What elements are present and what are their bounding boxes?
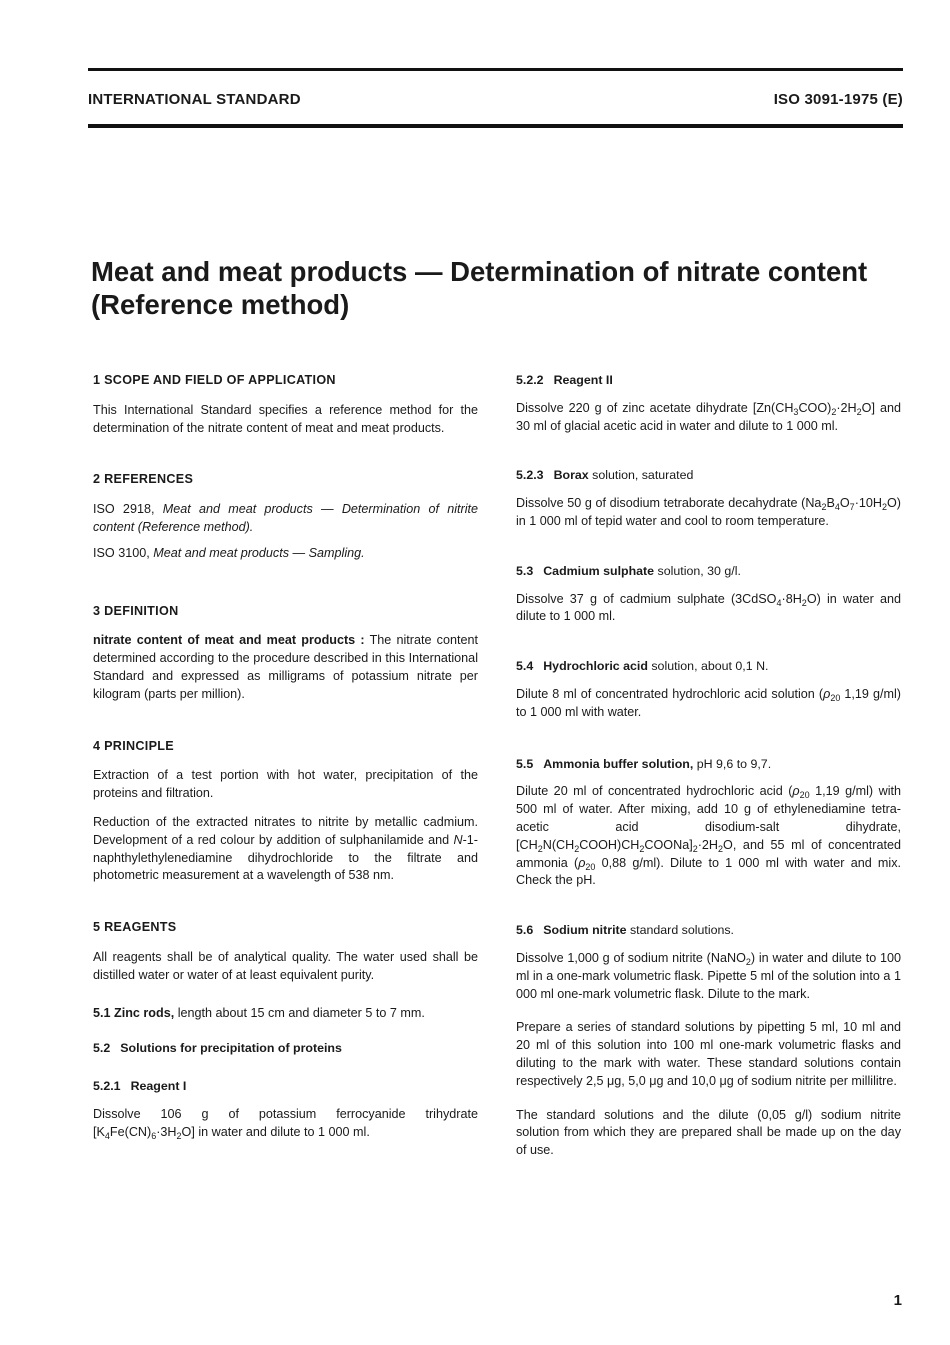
section-heading: 3 DEFINITION xyxy=(93,603,179,618)
section-references xyxy=(93,471,478,562)
text-run: ·8H xyxy=(781,591,802,606)
text-run: solution, about 0,1 N. xyxy=(651,659,769,674)
text-run: 0,88 g/ml). Dilute to 1 000 ml with water and mix. Check the pH. xyxy=(516,855,901,888)
header-rule-top xyxy=(88,68,903,71)
subsection-5-2-1 xyxy=(93,1078,478,1141)
subsection-name: Solutions for precipitation of proteins xyxy=(120,1041,342,1056)
paragraph xyxy=(516,950,901,1003)
text-run: length about 15 cm and diameter 5 to 7 mm. xyxy=(177,1005,425,1020)
text-run: COONa] xyxy=(644,837,693,852)
text-run: pH 9,6 to 9,7. xyxy=(696,756,772,771)
subscript: 2 xyxy=(881,502,887,513)
text-run: O xyxy=(839,496,850,511)
section-heading: 2 REFERENCES xyxy=(93,472,194,487)
text-run: COOH)CH xyxy=(579,837,640,852)
text-run: Dissolve 37 g of cadmium sulphate (3CdSO xyxy=(516,591,777,606)
text-run: B xyxy=(826,496,835,511)
subsection-number: 5.2.2 xyxy=(516,373,544,387)
subscript: 2 xyxy=(692,843,698,854)
subsection-number: 5.3 xyxy=(516,563,534,578)
subsection-name: Zinc rods, xyxy=(114,1005,175,1020)
subsection-name: Cadmium sulphate xyxy=(543,563,655,578)
subsection-heading xyxy=(93,1078,478,1096)
text-run: Dilute 20 ml of concentrated hydrochloric acid ( xyxy=(516,784,793,799)
subsection-5-1 xyxy=(93,1005,478,1023)
section-definition xyxy=(93,603,478,704)
subsection-number: 5.6 xyxy=(516,923,534,938)
paragraph: All reagents shall be of analytical quality. The water used shall be distilled water or water of at least equivalent purity. xyxy=(93,949,478,982)
reference-title: Meat and meat products — Sampling. xyxy=(153,545,365,560)
section-heading: 4 PRINCIPLE xyxy=(93,738,174,753)
subscript: 2 xyxy=(574,843,580,854)
subsection-5-4 xyxy=(516,658,901,721)
paragraph xyxy=(93,1106,478,1142)
paragraph: This International Standard specifies a reference method for the determination of the nitrate content of meat and meat products. xyxy=(93,402,478,435)
paragraph xyxy=(516,783,901,890)
subsection-heading xyxy=(516,563,901,581)
reference-item xyxy=(93,545,478,563)
subscript: 20 xyxy=(799,790,810,801)
subscript: 2 xyxy=(831,406,837,417)
defined-term: nitrate content of meat and meat products : xyxy=(93,633,365,648)
subsection-heading xyxy=(516,467,901,485)
title-line-2: (Reference method) xyxy=(91,289,350,320)
paragraph xyxy=(516,495,901,531)
text-run: Fe(CN) xyxy=(109,1124,152,1139)
subscript: 2 xyxy=(801,597,807,608)
page-number: 1 xyxy=(893,1292,902,1309)
text-run: O] in water and dilute to 1 000 ml. xyxy=(181,1124,370,1139)
text-run: Reduction of the extracted nitrates to nitrite by metallic cadmium. Development of a red colour by addition of sulphanilamide and xyxy=(93,814,478,847)
subsection-number: 5.1 xyxy=(93,1005,111,1020)
paragraph xyxy=(93,632,478,703)
section-heading: 5 REAGENTS xyxy=(93,920,177,935)
subsection-name: Ammonia buffer solution, xyxy=(543,756,694,771)
subsection-number: 5.2.1 xyxy=(93,1079,121,1094)
subscript: 2 xyxy=(639,843,645,854)
text-run: O) in water and dilute to 1 000 ml. xyxy=(516,591,901,624)
section-scope xyxy=(93,372,478,437)
subscript: 4 xyxy=(104,1130,110,1141)
subscript: 2 xyxy=(821,502,827,513)
paragraph xyxy=(93,814,478,885)
paragraph: The standard solutions and the dilute (0,05 g/l) sodium nitrite solution from which they are prepared shall be made up on the day of use. xyxy=(516,1107,901,1158)
subscript: 4 xyxy=(776,597,782,608)
left-column xyxy=(93,372,478,1150)
text-run-italic: N xyxy=(453,832,463,847)
subscript: 2 xyxy=(176,1130,182,1141)
definition-text: The nitrate content determined according to the procedure described in this International Standard and expressed as milligrams of potassium nitrate per kilogram (parts per million). xyxy=(93,633,478,701)
text-run: ·2H xyxy=(697,837,719,852)
subsection-number: 5.5 xyxy=(516,756,534,771)
text-run: ) in water and dilute to 100 ml in a one-mark volumetric flask. Pipette 5 ml of the solution into a 1 000 ml one-mark volumetric flask. Dilute to the mark. xyxy=(516,950,901,1001)
subscript: 2 xyxy=(718,843,724,854)
text-run: COO) xyxy=(798,400,832,415)
text-run: solution, 30 g/l. xyxy=(657,563,741,578)
text-run: Dissolve 220 g of zinc acetate dihydrate [Zn(CH xyxy=(516,400,794,415)
paragraph xyxy=(516,400,901,436)
subsection-heading xyxy=(516,756,901,774)
subscript: 20 xyxy=(830,692,841,703)
section-reagents xyxy=(93,919,478,984)
reference-number: ISO 3100, xyxy=(93,545,150,560)
paragraph xyxy=(93,1005,478,1023)
paragraph xyxy=(516,686,901,722)
text-run: ·2H xyxy=(836,400,857,415)
subsection-name: Borax xyxy=(553,468,589,483)
subscript: 2 xyxy=(856,406,862,417)
header-rule-bottom xyxy=(88,124,903,128)
text-run: ·3H xyxy=(156,1124,177,1139)
subsection-name: Hydrochloric acid xyxy=(543,659,648,674)
rho-symbol: ρ xyxy=(792,784,800,799)
subsection-5-5 xyxy=(516,756,901,891)
text-run: N(CH xyxy=(542,837,575,852)
subscript: 7 xyxy=(849,502,855,513)
text-run: O, and 55 ml of concentrated ammonia ( xyxy=(516,837,901,870)
text-run: -1-naphthylethylenediamine dihydrochloride to the filtrate and photometric measurement at a wavelength of 538 nm. xyxy=(93,832,479,883)
text-run: Dissolve 50 g of disodium tetraborate decahydrate (Na xyxy=(516,496,822,511)
document-title xyxy=(91,255,911,321)
reference-title: Meat and meat products — Determination of nitrite content (Reference method). xyxy=(93,502,478,534)
rho-symbol: ρ xyxy=(823,686,831,701)
right-column xyxy=(516,372,901,1168)
subsection-heading xyxy=(93,1040,478,1058)
subsection-name: Reagent II xyxy=(553,373,613,387)
subsection-heading xyxy=(516,922,901,940)
section-heading: 1 SCOPE AND FIELD OF APPLICATION xyxy=(93,373,336,387)
subscript: 2 xyxy=(745,956,751,967)
subsection-number: 5.2.3 xyxy=(516,468,544,483)
subsection-heading xyxy=(516,658,901,676)
text-run: O) in 1 000 ml of tepid water and cool to room temperature. xyxy=(516,496,901,528)
subsection-number: 5.4 xyxy=(516,659,534,674)
text-run: 1,19 g/ml) to 1 000 ml with water. xyxy=(516,686,901,719)
subscript: 3 xyxy=(793,406,799,417)
subsection-number: 5.2 xyxy=(93,1041,111,1056)
text-run: ·10H xyxy=(854,496,882,511)
subsection-5-3 xyxy=(516,563,901,626)
reference-item xyxy=(93,501,478,537)
text-run: Dilute 8 ml of concentrated hydrochloric acid solution ( xyxy=(516,686,824,701)
subscript: 6 xyxy=(151,1130,157,1141)
text-run: standard solutions. xyxy=(629,923,734,938)
subsection-5-6 xyxy=(516,922,901,1160)
text-run: solution, saturated xyxy=(592,468,694,483)
header-doc-number: ISO 3091-1975 (E) xyxy=(773,91,903,108)
title-line-1: Meat and meat products — Determination of nitrate content xyxy=(91,256,868,287)
paragraph: Extraction of a test portion with hot water, precipitation of the proteins and filtration. xyxy=(93,768,478,801)
subscript: 20 xyxy=(585,861,596,872)
paragraph xyxy=(516,591,901,627)
paragraph: Prepare a series of standard solutions by pipetting 5 ml, 10 ml and 20 ml of this solution into 100 ml one-mark volumetric flasks and diluting to the mark with water. These standard solutions contain respectively 2,5 μg, 5,0 μg and 10,0 μg of sodium nitrite per millilitre. xyxy=(516,1020,901,1088)
text-run: Dissolve 106 g of potassium ferrocyanide trihydrate [K xyxy=(93,1106,478,1139)
subsection-5-2-3 xyxy=(516,467,901,530)
text-run: O] and 30 ml of glacial acetic acid in water and dilute to 1 000 ml. xyxy=(516,400,901,433)
subsection-5-2-2 xyxy=(516,372,901,435)
subsection-heading xyxy=(516,372,901,390)
section-principle xyxy=(93,738,478,886)
subsection-name: Sodium nitrite xyxy=(543,923,627,938)
subscript: 2 xyxy=(537,843,543,854)
text-run: 1,19 g/ml) with 500 ml of water. After mixing, add 10 g of ethylenediamine tetra-acetic acid disodium-salt dihydrate, [CH xyxy=(516,784,902,852)
header-doc-type: INTERNATIONAL STANDARD xyxy=(88,91,301,108)
reference-number: ISO 2918, xyxy=(93,502,155,517)
subsection-name: Reagent I xyxy=(130,1079,187,1094)
text-run: Dissolve 1,000 g of sodium nitrite (NaNO xyxy=(516,950,746,965)
rho-symbol: ρ xyxy=(578,855,586,870)
subscript: 4 xyxy=(834,502,840,513)
subsection-5-2 xyxy=(93,1040,478,1058)
